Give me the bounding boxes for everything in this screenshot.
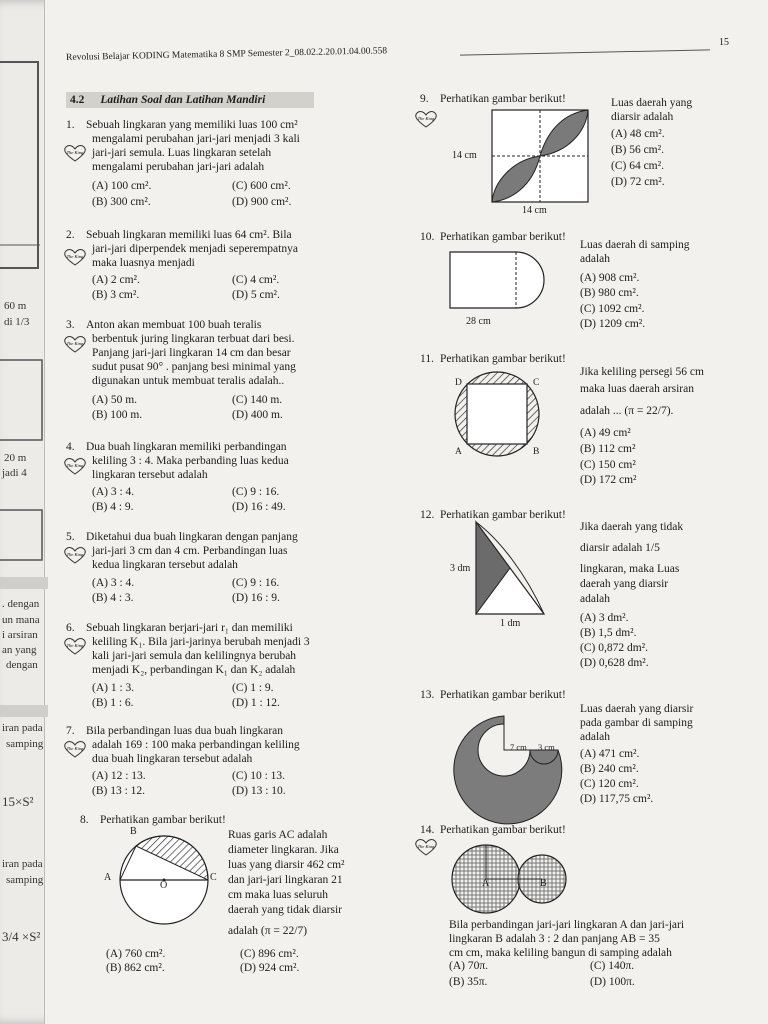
question-14-text xyxy=(449,918,749,960)
question-14 xyxy=(420,823,566,837)
question-text: pada gambar di samping xyxy=(580,717,693,729)
point-label: B xyxy=(533,447,540,457)
option-c[interactable]: (C) 140 m. xyxy=(232,394,283,406)
option-b[interactable]: (B) 862 cm². xyxy=(106,962,165,974)
option-b[interactable]: (B) 13 : 12. xyxy=(92,785,146,797)
question-7 xyxy=(66,724,366,766)
strip-text: 3/4 ×S² xyxy=(2,929,41,944)
section-number: 4.2 xyxy=(70,94,85,106)
option-d[interactable]: (D) 16 : 49. xyxy=(232,501,286,513)
option-d[interactable]: (D) 13 : 10. xyxy=(232,785,286,797)
question-number: 12. xyxy=(420,509,435,521)
option-b[interactable]: (B) 300 cm². xyxy=(92,196,151,208)
question-text: daerah yang diarsir xyxy=(580,578,669,590)
question-text: dua buah lingkaran tersebut adalah xyxy=(92,753,253,765)
question-text: diarsir adalah xyxy=(611,111,674,123)
option-b[interactable]: (B) 240 cm². xyxy=(580,763,639,775)
question-text: sudut pusat 90° . panjang besi minimal yang xyxy=(92,361,296,373)
question-number: 4. xyxy=(66,441,75,453)
option-d[interactable]: (D) 172 cm² xyxy=(580,474,637,486)
q9-square-leaf-diagram xyxy=(492,110,602,210)
svg-text:The King: The King xyxy=(66,150,84,155)
question-text: lingkaran B adalah 3 : 2 dan panjang AB = 35 xyxy=(449,933,660,945)
point-label: C xyxy=(210,872,217,883)
question-text: keliling K₁. Bila jari-jarinya berubah menjadi 3 xyxy=(92,636,310,648)
question-4 xyxy=(66,440,366,482)
question-text: Bila perbandingan jari-jari lingkaran A dan jari-jari xyxy=(449,919,685,931)
option-b[interactable]: (B) 3 cm². xyxy=(92,289,140,301)
question-text: Anton akan membuat 100 buah teralis xyxy=(86,319,262,331)
question-text: Perhatikan gambar berikut! xyxy=(440,93,566,105)
option-c[interactable]: (C) 896 cm². xyxy=(240,948,299,960)
dimension-label: 28 cm xyxy=(466,316,491,327)
question-number: 11. xyxy=(420,353,434,365)
question-13-side-text xyxy=(580,702,740,744)
q12-sector-diagram xyxy=(476,522,556,617)
dimension-label: 1 dm xyxy=(500,618,521,629)
option-b[interactable]: (B) 112 cm² xyxy=(580,443,636,455)
question-text: daerah yang tidak diarsir xyxy=(228,904,342,916)
question-number: 13. xyxy=(420,689,435,701)
option-b[interactable]: (B) 1 : 6. xyxy=(92,697,134,709)
svg-text:The King: The King xyxy=(417,116,435,121)
the-king-logo-icon xyxy=(413,838,439,856)
option-a[interactable]: (A) 70π. xyxy=(449,960,489,972)
dimension-label: 14 cm xyxy=(452,150,477,161)
question-number: 3. xyxy=(66,319,75,331)
question-8-side-text xyxy=(228,828,378,939)
question-9-side-text xyxy=(611,96,736,124)
question-text: berbentuk juring lingkaran terbuat dari besi. xyxy=(92,333,295,345)
question-1 xyxy=(66,118,366,174)
option-d[interactable]: (D) 117,75 cm². xyxy=(580,793,654,805)
svg-text:The King: The King xyxy=(66,552,84,557)
question-9 xyxy=(420,92,566,106)
strip-text: samping xyxy=(6,874,44,886)
strip-text: jadi 4 xyxy=(2,467,27,479)
option-c[interactable]: (C) 0,872 dm². xyxy=(580,642,648,654)
question-text: adalah 169 : 100 maka perbandingan keliling xyxy=(92,739,300,751)
question-number: 14. xyxy=(420,824,435,836)
question-text: luas yang diarsir 462 cm² xyxy=(228,859,345,871)
option-a[interactable]: (A) 50 m. xyxy=(92,394,138,406)
option-a[interactable]: (A) 760 cm². xyxy=(106,948,166,960)
option-b[interactable]: (B) 100 m. xyxy=(92,409,143,421)
question-text: maka luas daerah arsiran xyxy=(580,383,694,395)
question-text: Bila perbandingan luas dua buah lingkaran xyxy=(86,725,284,737)
running-header: Revolusi Belajar KODING Matematika 8 SMP Semester 2_08.02.2.20.01.04.00.558 xyxy=(66,46,388,63)
question-text: kali jari-jari semula dan kelilingnya berubah xyxy=(92,650,297,662)
question-text: cm cm, maka keliling bangun di samping adalah xyxy=(449,947,672,959)
question-text: adalah xyxy=(580,593,611,605)
strip-text: 15×S² xyxy=(2,794,34,809)
question-11-side-text xyxy=(580,364,740,420)
question-text: lingkaran tersebut adalah xyxy=(92,469,208,481)
page-number: 15 xyxy=(719,37,729,48)
option-c[interactable]: (C) 140π. xyxy=(590,960,635,972)
point-label: C xyxy=(533,378,540,388)
strip-text: iran pada xyxy=(2,858,43,870)
option-a[interactable]: (A) 2 cm². xyxy=(92,274,140,286)
question-number: 7. xyxy=(66,725,75,737)
question-text: diarsir adalah 1/5 xyxy=(580,542,660,554)
option-d[interactable]: (D) 5 cm². xyxy=(232,289,280,301)
point-label: B xyxy=(130,826,137,837)
option-c[interactable]: (C) 4 cm². xyxy=(232,274,280,286)
option-a[interactable]: (A) 1 : 3. xyxy=(92,682,135,694)
option-a[interactable]: (A) 471 cm². xyxy=(580,748,640,760)
question-12 xyxy=(420,508,566,522)
point-label: O xyxy=(160,880,168,891)
strip-text: iran pada xyxy=(2,722,43,734)
option-a[interactable]: (A) 48 cm². xyxy=(611,128,665,140)
svg-text:The King: The King xyxy=(66,341,84,346)
option-c[interactable]: (C) 600 cm². xyxy=(232,180,291,192)
question-text: Perhatikan gambar berikut! xyxy=(440,353,566,365)
question-text: adalah ... (π = 22/7). xyxy=(580,405,674,417)
q10-rectangle-semicircle-diagram xyxy=(450,252,560,312)
option-c[interactable]: (C) 64 cm². xyxy=(611,160,664,172)
question-11 xyxy=(420,352,566,366)
question-5 xyxy=(66,530,366,572)
question-text: kedua lingkaran tersebut adalah xyxy=(92,559,238,571)
point-label: D xyxy=(455,378,462,388)
option-d[interactable]: (D) 400 m. xyxy=(232,409,283,421)
svg-text:The King: The King xyxy=(66,463,84,468)
question-text: Sebuah lingkaran memiliki luas 64 cm². Bila xyxy=(86,229,292,241)
question-text: mengalami perubahan jari-jari adalah xyxy=(92,161,265,173)
question-12-side-text xyxy=(580,520,740,607)
question-text: mengalami perubahan jari-jari menjadi 3 kali xyxy=(92,133,300,145)
point-label: A xyxy=(482,878,490,889)
question-text: Perhatikan gambar berikut! xyxy=(440,824,566,836)
question-text: Panjang jari-jari lingkaran 14 cm dan besar xyxy=(92,347,291,359)
dimension-label: 7 cm xyxy=(510,742,527,752)
question-text: maka luasnya menjadi xyxy=(92,257,195,269)
q11-circle-square-diagram xyxy=(455,372,555,462)
svg-text:The King: The King xyxy=(66,746,84,751)
question-8 xyxy=(80,813,226,827)
question-text: dan jari-jari lingkaran 21 xyxy=(228,874,343,886)
question-10-side-text xyxy=(580,238,740,266)
question-text: Perhatikan gambar berikut! xyxy=(100,814,226,826)
question-text: adalah (π = 22/7) xyxy=(228,925,308,937)
strip-text: 20 m xyxy=(4,452,27,464)
question-text: keliling 3 : 4. Maka perbanding luas kedua xyxy=(92,455,289,467)
question-text: jari-jari 3 cm dan 4 cm. Perbandingan luas xyxy=(92,545,288,557)
option-b[interactable]: (B) 35π. xyxy=(449,976,488,988)
option-b[interactable]: (B) 56 cm². xyxy=(611,144,664,156)
option-a[interactable]: (A) 3 : 4. xyxy=(92,486,135,498)
question-text: Luas daerah di samping xyxy=(580,239,690,251)
question-number: 8. xyxy=(80,814,89,826)
question-number: 9. xyxy=(420,93,429,105)
question-text: Luas daerah yang diarsir xyxy=(580,703,694,715)
option-c[interactable]: (C) 120 cm². xyxy=(580,778,639,790)
question-number: 10. xyxy=(420,231,435,243)
strip-text: 60 m xyxy=(4,300,27,312)
question-text: menjadi K₂, perbandingan K₁ dan K₂ adalah xyxy=(92,664,296,676)
question-text: Jika keliling persegi 56 cm xyxy=(580,366,704,378)
question-text: Ruas garis AC adalah xyxy=(228,829,328,841)
option-a[interactable]: (A) 3 dm². xyxy=(580,612,629,624)
option-c[interactable]: (C) 1 : 9. xyxy=(232,682,274,694)
dimension-label: 3 dm xyxy=(450,563,471,574)
strip-text: . dengan xyxy=(2,598,40,610)
point-label: A xyxy=(455,447,462,457)
svg-text:The King: The King xyxy=(66,643,84,648)
svg-text:The King: The King xyxy=(66,254,84,259)
question-text: Jika daerah yang tidak xyxy=(580,521,684,533)
strip-text: an yang xyxy=(2,644,37,656)
q14-two-circles-diagram xyxy=(450,845,570,915)
dimension-label: 3 cm xyxy=(538,742,555,752)
section-title: Latihan Soal dan Latihan Mandiri xyxy=(100,94,266,106)
option-a[interactable]: (A) 908 cm². xyxy=(580,272,640,284)
strip-text: dengan xyxy=(6,659,38,671)
point-label: B xyxy=(540,878,547,889)
option-c[interactable]: (C) 150 cm² xyxy=(580,459,636,471)
option-d[interactable]: (D) 1 : 12. xyxy=(232,697,280,709)
question-text: cm maka luas seluruh xyxy=(228,889,328,901)
option-b[interactable]: (B) 4 : 3. xyxy=(92,592,134,604)
option-b[interactable]: (B) 980 cm². xyxy=(580,287,639,299)
question-text: diameter lingkaran. Jika xyxy=(228,844,339,856)
option-c[interactable]: (C) 10 : 13. xyxy=(232,770,286,782)
strip-text: samping xyxy=(6,738,44,750)
strip-text: un mana xyxy=(2,614,40,626)
question-number: 1. xyxy=(66,119,75,131)
question-text: Perhatikan gambar berikut! xyxy=(440,509,566,521)
q13-ring-diagram xyxy=(450,706,570,821)
question-text: digunakan untuk membuat teralis adalah.. xyxy=(92,375,285,387)
strip-text: di 1/3 xyxy=(4,316,30,328)
question-2 xyxy=(66,228,366,270)
question-text: lingkaran, maka Luas xyxy=(580,563,680,575)
option-d[interactable]: (D) 0,628 dm². xyxy=(580,657,649,669)
option-a[interactable]: (A) 100 cm². xyxy=(92,180,152,192)
question-text: Perhatikan gambar berikut! xyxy=(440,231,566,243)
question-6 xyxy=(66,621,366,677)
question-number: 2. xyxy=(66,229,75,241)
option-a[interactable]: (A) 12 : 13. xyxy=(92,770,146,782)
question-text: jari-jari semula. Luas lingkaran setelah xyxy=(92,147,272,159)
option-b[interactable]: (B) 4 : 9. xyxy=(92,501,134,513)
question-text: Luas daerah yang xyxy=(611,97,693,109)
option-c[interactable]: (C) 1092 cm². xyxy=(580,303,645,315)
option-d[interactable]: (D) 16 : 9. xyxy=(232,592,280,604)
question-text: Dua buah lingkaran memiliki perbandingan xyxy=(86,441,287,453)
question-3 xyxy=(66,318,366,388)
question-text: Sebuah lingkaran berjari-jari r₁ dan memiliki xyxy=(86,622,293,634)
option-c[interactable]: (C) 9 : 16. xyxy=(232,486,280,498)
option-c[interactable]: (C) 9 : 16. xyxy=(232,577,280,589)
dimension-label: 14 cm xyxy=(522,205,547,216)
option-d[interactable]: (D) 924 cm². xyxy=(240,962,300,974)
question-text: jari-jari diperpendek menjadi seperempatnya xyxy=(92,243,298,255)
option-d[interactable]: (D) 72 cm². xyxy=(611,176,665,188)
question-13 xyxy=(420,688,566,702)
question-10 xyxy=(420,230,566,244)
option-a[interactable]: (A) 49 cm² xyxy=(580,427,631,439)
svg-text:The King: The King xyxy=(417,844,435,849)
question-text: adalah xyxy=(580,731,611,743)
option-b[interactable]: (B) 1,5 dm². xyxy=(580,627,637,639)
option-d[interactable]: (D) 100π. xyxy=(590,976,635,988)
question-text: Sebuah lingkaran yang memiliki luas 100 cm² xyxy=(86,119,298,131)
option-a[interactable]: (A) 3 : 4. xyxy=(92,577,135,589)
strip-decorations xyxy=(0,0,62,1024)
question-text: Perhatikan gambar berikut! xyxy=(440,689,566,701)
question-number: 5. xyxy=(66,531,75,543)
point-label: A xyxy=(104,872,112,883)
strip-text: i arsiran xyxy=(2,629,38,641)
question-text: Diketahui dua buah lingkaran dengan panjang xyxy=(86,531,298,543)
question-number: 6. xyxy=(66,622,75,634)
option-d[interactable]: (D) 1209 cm². xyxy=(580,318,646,330)
option-d[interactable]: (D) 900 cm². xyxy=(232,196,292,208)
the-king-logo-icon xyxy=(413,110,439,128)
question-text: adalah xyxy=(580,253,611,265)
section-heading xyxy=(66,92,314,108)
